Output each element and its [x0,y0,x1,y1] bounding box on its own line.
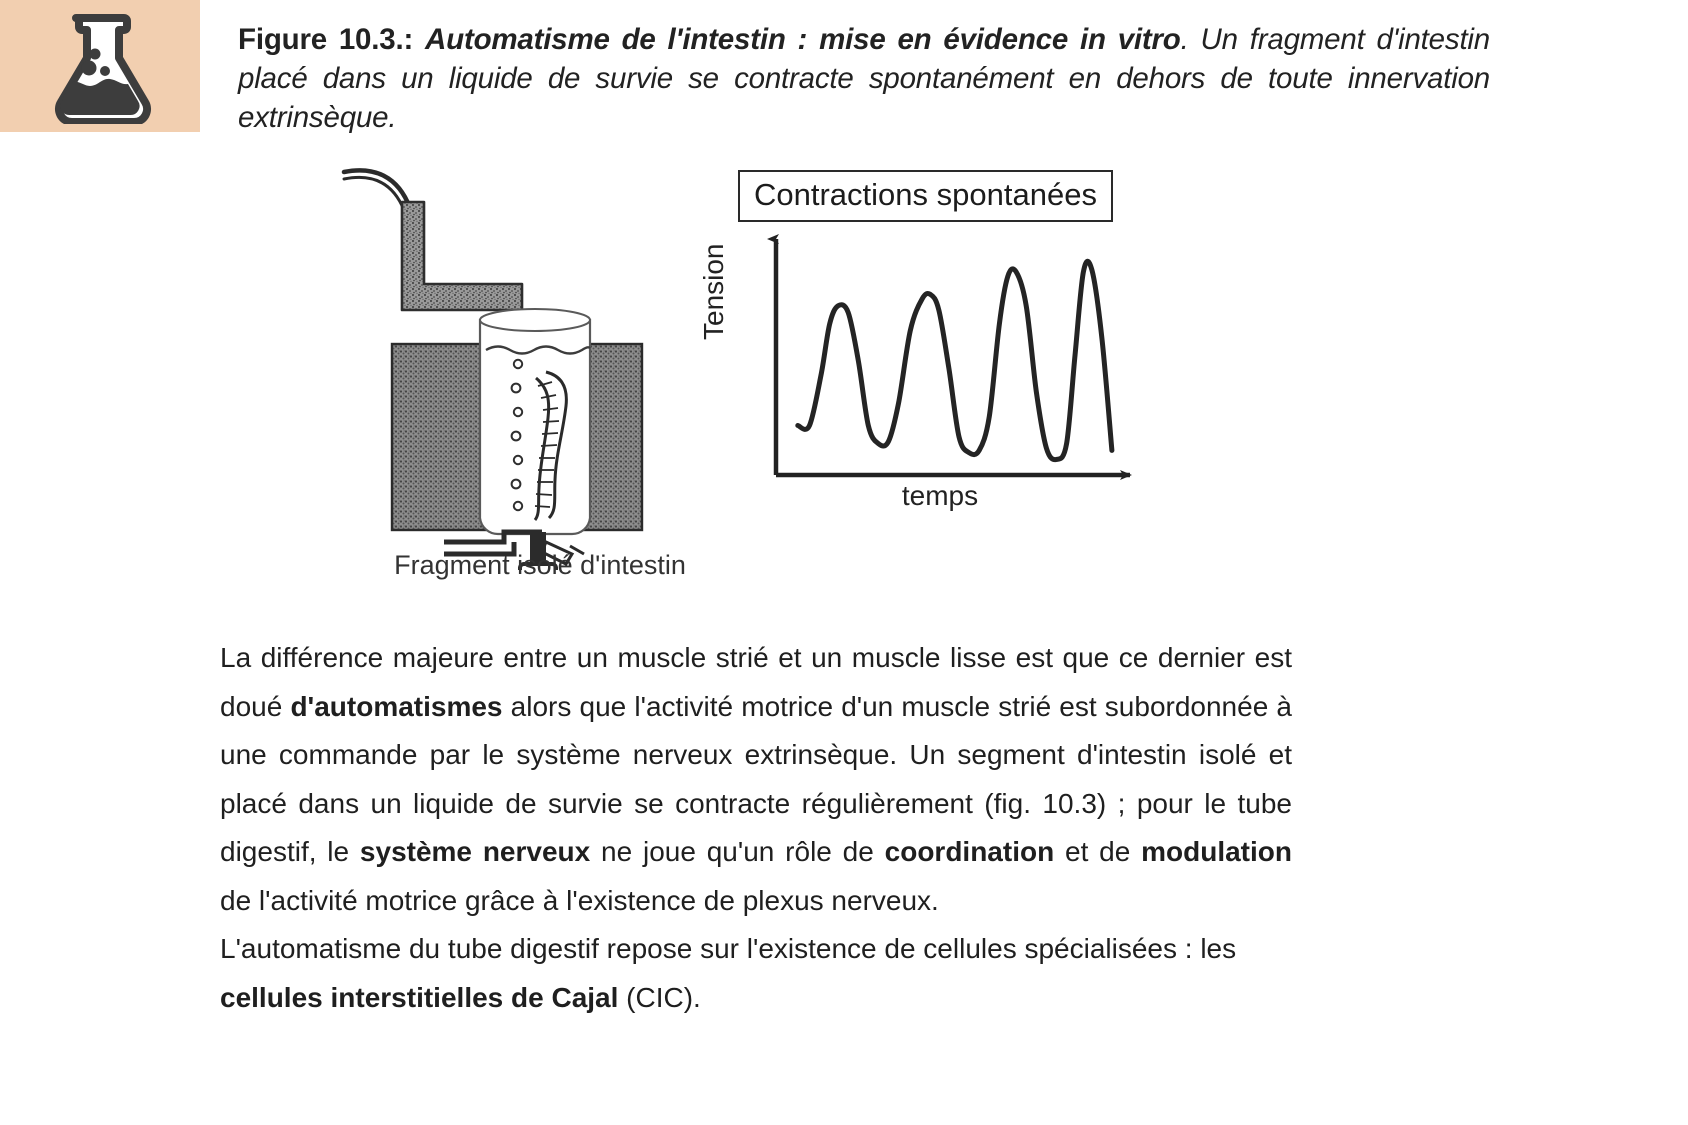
apparatus-caption: Fragment isolé d'intestin [394,550,686,580]
p1-part-g: et de [1054,836,1142,867]
figure-title: Automatisme de l'intestin : mise en évidence in vitro [425,23,1181,56]
chart-title-box [738,170,1113,222]
p2-part-a: L'automatisme du tube digestif repose sur l'existence de cellules spécialisées : les [220,933,1237,964]
body-text [220,634,1292,1022]
term-coordination: coordination [884,836,1055,867]
paragraph-2 [220,925,1292,1022]
term-cellules-cajal: cellules interstitielles de Cajal [220,981,619,1013]
chart-title: Contractions spontanées [754,177,1097,212]
chart-y-axis-label: Tension [698,243,729,340]
p2-part-c: (CIC). [618,981,701,1013]
figure-number: Figure 10.3.: [238,23,414,56]
chart-plot-svg [730,225,1190,565]
term-automatismes: d'automatismes [290,690,503,722]
term-modulation: modulation [1141,836,1292,867]
figure-caption [238,20,1490,137]
p1-part-e: ne joue qu'un rôle de [590,836,885,867]
figure-caption-rest: . Un fragment d'intestin placé dans un liquide de survie se contracte spontanément en dehors de toute innervation extrinsèque. [238,23,1490,134]
p1-part-a: La différence majeure entre un muscle strié et un muscle lisse est que ce dernier est doué [220,642,1292,722]
organ-bath-apparatus-icon [340,150,740,570]
figure-illustration-zone [0,150,1688,640]
erlenmeyer-flask-icon [42,8,158,124]
flask-badge [0,0,200,132]
paragraph-1 [220,634,1292,925]
contractions-chart [700,150,1200,570]
organ-bath-apparatus [340,150,740,570]
chart-x-axis-label: temps [901,480,979,511]
tension-trace [798,261,1112,459]
p1-part-c: alors que l'activité motrice d'un muscle strié est subordonnée à une commande par le système nerveux extrinsèque. Un segment d'intestin isolé et placé dans un liquide de survie se contracte régulièrement (fig. 10.3) ; pour le tube digestif, le [220,690,1293,867]
term-systeme-nerveux: système nerveux [359,836,591,867]
p1-part-i: de l'activité motrice grâce à l'existence de plexus nerveux. [220,884,939,916]
